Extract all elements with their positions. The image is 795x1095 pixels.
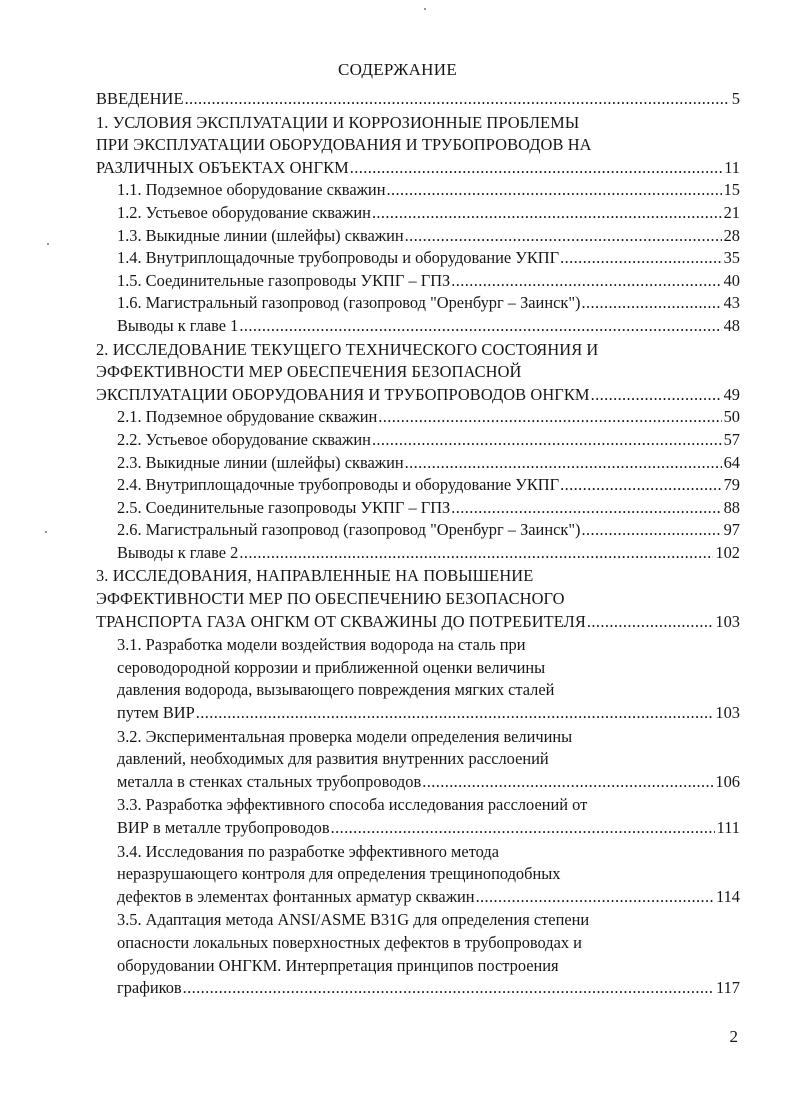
dot-leader <box>405 452 722 475</box>
dot-leader <box>405 225 722 248</box>
toc-entry-title: 1.5. Соединительные газопроводы УКПГ – ГПЗ <box>117 270 451 290</box>
toc-page-number: 48 <box>723 315 740 335</box>
toc-entry-final-line <box>117 817 740 840</box>
toc-page-number: 15 <box>723 180 740 200</box>
toc-entry-final-line <box>117 771 740 794</box>
toc-entry-final-line <box>117 315 740 338</box>
toc-entry-final-line <box>117 292 740 315</box>
toc-entry-title: 2.5. Соединительные газопроводы УКПГ – ГПЗ <box>117 497 451 517</box>
toc-subentry[interactable] <box>117 429 740 452</box>
toc-page-number: 103 <box>715 703 740 723</box>
dot-leader <box>185 88 730 111</box>
toc-subentry[interactable] <box>117 474 740 497</box>
toc-page-number: 21 <box>723 202 740 222</box>
toc-entry-title: ВВЕДЕНИЕ <box>96 89 184 108</box>
toc-subentry[interactable] <box>117 247 740 270</box>
toc-page-number: 117 <box>716 978 740 998</box>
toc-entry-line: оборудовании ОНГКМ. Интерпретация принципов построения <box>117 955 559 975</box>
toc-chapter-entry[interactable] <box>96 565 740 633</box>
toc-subentry[interactable] <box>117 452 740 475</box>
toc-entry-line: 3.3. Разработка эффективного способа исследования расслоений от <box>117 795 588 815</box>
toc-entry-final-line <box>117 179 740 202</box>
toc-entry-line: сероводородной коррозии и приближенной оценки величины <box>117 657 546 677</box>
toc-entry-line: ЭФФЕКТИВНОСТИ МЕР ПО ОБЕСПЕЧЕНИЮ БЕЗОПАСНОГО <box>96 589 565 609</box>
toc-entry-title: 2.2. Устьевое оборудование скважин <box>117 429 371 449</box>
toc-entry-title: 1.6. Магистральный газопровод (газопровод "Оренбург – Заинск") <box>117 293 581 313</box>
toc-page-number: 35 <box>723 248 740 268</box>
toc-entry-line: 3.5. Адаптация метода ANSI/ASME B31G для определения степени <box>117 910 590 930</box>
toc-entry-line: опасности локальных поверхностных дефектов в трубопроводах и <box>117 932 582 952</box>
toc-page-number: 102 <box>715 542 740 562</box>
toc-page-number: 97 <box>723 520 740 540</box>
toc-entry-final-line <box>117 886 740 909</box>
toc-entry-title: 2.4. Внутриплощадочные трубопроводы и оборудование УКПГ <box>117 475 560 495</box>
toc-page-number: 43 <box>723 293 740 313</box>
toc-entry-line: давления водорода, вызывающего повреждения мягких сталей <box>117 680 555 700</box>
dot-leader <box>451 270 721 293</box>
dot-leader <box>451 497 721 520</box>
toc-entry-final-line <box>96 611 740 634</box>
page-number: 2 <box>729 1027 738 1046</box>
toc-chapter-entry[interactable] <box>96 112 740 180</box>
table-of-contents <box>96 88 740 1000</box>
dot-leader <box>372 429 722 452</box>
toc-subentry[interactable] <box>117 542 740 565</box>
toc-entry-final-line <box>117 542 740 565</box>
toc-entry-title: ЭКСПЛУАТАЦИИ ОБОРУДОВАНИЯ И ТРУБОПРОВОДОВ ОНГКМ <box>96 384 590 404</box>
toc-subentry[interactable] <box>117 179 740 202</box>
toc-entry-final-line <box>117 225 740 248</box>
dot-leader <box>350 157 722 180</box>
toc-entry-final-line <box>96 157 740 180</box>
toc-entry-final-line <box>96 88 740 111</box>
toc-entry-title: 1.1. Подземное оборудование скважин <box>117 180 386 200</box>
dot-leader <box>183 977 714 1000</box>
toc-subentry[interactable] <box>117 794 740 839</box>
dot-leader <box>372 202 722 225</box>
toc-entry-title: путем ВИР <box>117 703 195 723</box>
toc-page-number: 114 <box>716 886 740 906</box>
toc-subentry[interactable] <box>117 292 740 315</box>
toc-entry-final-line <box>117 702 740 725</box>
dot-leader <box>386 179 721 202</box>
toc-entry-final-line <box>117 519 740 542</box>
toc-chapter-entry[interactable] <box>96 88 740 111</box>
toc-entry-title: дефектов в элементах фонтанных арматур скважин <box>117 886 475 906</box>
scan-speck <box>424 8 426 10</box>
page-title: СОДЕРЖАНИЕ <box>337 60 458 79</box>
scan-speck <box>45 531 47 533</box>
toc-entry-line: давлений, необходимых для развития внутренних расслоений <box>117 749 549 769</box>
toc-entry-title: графиков <box>117 978 182 998</box>
toc-entry-line: 3.2. Экспериментальная проверка модели определения величины <box>117 726 573 746</box>
toc-entry-final-line <box>117 429 740 452</box>
toc-subentry[interactable] <box>117 270 740 293</box>
toc-entry-title: ТРАНСПОРТА ГАЗА ОНГКМ ОТ СКВАЖИНЫ ДО ПОТРЕБИТЕЛЯ <box>96 611 586 631</box>
toc-chapter-entry[interactable] <box>96 339 740 407</box>
toc-entry-final-line <box>117 270 740 293</box>
dot-leader <box>582 292 722 315</box>
dot-leader <box>196 702 714 725</box>
toc-subentry[interactable] <box>117 202 740 225</box>
toc-entry-title: Выводы к главе 2 <box>117 542 239 562</box>
toc-subentry[interactable] <box>117 841 740 909</box>
toc-page-number: 5 <box>731 89 740 108</box>
toc-page-number: 64 <box>723 452 740 472</box>
toc-entry-title: 2.1. Подземное обрудование скважин <box>117 407 378 427</box>
toc-subentry[interactable] <box>117 519 740 542</box>
toc-entry-line: ПРИ ЭКСПЛУАТАЦИИ ОБОРУДОВАНИЯ И ТРУБОПРОВОДОВ НА <box>96 135 592 155</box>
toc-entry-final-line <box>117 247 740 270</box>
toc-entry-line: 2. ИССЛЕДОВАНИЕ ТЕКУЩЕГО ТЕХНИЧЕСКОГО СОСТОЯНИЯ И <box>96 339 599 359</box>
toc-entry-title: 1.4. Внутриплощадочные трубопроводы и оборудование УКПГ <box>117 248 560 268</box>
scan-speck <box>47 243 49 245</box>
dot-leader <box>591 384 722 407</box>
toc-page-number: 106 <box>715 771 740 791</box>
dot-leader <box>560 474 721 497</box>
toc-subentry[interactable] <box>117 225 740 248</box>
toc-page-number: 28 <box>723 225 740 245</box>
toc-subentry[interactable] <box>117 406 740 429</box>
toc-subentry[interactable] <box>117 315 740 338</box>
toc-entry-title: Выводы к главе 1 <box>117 315 239 335</box>
toc-entry-line: 1. УСЛОВИЯ ЭКСПЛУАТАЦИИ И КОРРОЗИОННЫЕ ПРОБЛЕМЫ <box>96 112 580 132</box>
toc-entry-final-line <box>117 497 740 520</box>
dot-leader <box>239 542 713 565</box>
toc-entry-title: 1.3. Выкидные линии (шлейфы) скважин <box>117 225 404 245</box>
toc-entry-title: ВИР в металле трубопроводов <box>117 818 330 837</box>
toc-entry-title: 2.6. Магистральный газопровод (газопровод "Оренбург – Заинск") <box>117 520 581 540</box>
toc-entry-final-line <box>117 977 740 1000</box>
toc-entry-title: РАЗЛИЧНЫХ ОБЪЕКТАХ ОНГКМ <box>96 157 349 177</box>
toc-entry-line: 3.4. Исследования по разработке эффективного метода <box>117 841 499 861</box>
toc-entry-title: металла в стенках стальных трубопроводов <box>117 771 422 791</box>
dot-leader <box>422 771 713 794</box>
toc-page-number: 88 <box>723 497 740 517</box>
dot-leader <box>239 315 721 338</box>
dot-leader <box>560 247 721 270</box>
toc-page-number: 79 <box>723 475 740 495</box>
toc-page-number: 11 <box>724 157 740 177</box>
toc-subentry[interactable] <box>117 497 740 520</box>
toc-entry-line: 3. ИССЛЕДОВАНИЯ, НАПРАВЛЕННЫЕ НА ПОВЫШЕНИЕ <box>96 566 534 586</box>
dot-leader <box>378 406 721 429</box>
toc-page-number: 40 <box>723 270 740 290</box>
toc-page-number: 50 <box>723 407 740 427</box>
toc-entry-title: 1.2. Устьевое оборудование скважин <box>117 202 371 222</box>
toc-subentry[interactable] <box>117 634 740 724</box>
toc-subentry[interactable] <box>117 726 740 794</box>
toc-entry-final-line <box>96 384 740 407</box>
toc-entry-line: неразрушающего контроля для определения трещиноподобных <box>117 864 561 884</box>
toc-subentry[interactable] <box>117 909 740 999</box>
toc-entry-final-line <box>117 452 740 475</box>
toc-entry-line: ЭФФЕКТИВНОСТИ МЕР ОБЕСПЕЧЕНИЯ БЕЗОПАСНОЙ <box>96 362 522 382</box>
toc-page-number: 49 <box>723 384 740 404</box>
dot-leader <box>587 611 714 634</box>
toc-page-number: 57 <box>723 429 740 449</box>
dot-leader <box>582 519 722 542</box>
toc-entry-title: 2.3. Выкидные линии (шлейфы) скважин <box>117 452 404 472</box>
toc-entry-final-line <box>117 406 740 429</box>
toc-entry-line: 3.1. Разработка модели воздействия водорода на сталь при <box>117 635 526 655</box>
dot-leader <box>331 817 715 840</box>
dot-leader <box>476 886 714 909</box>
toc-page-number: 111 <box>716 818 740 837</box>
toc-entry-final-line <box>117 474 740 497</box>
toc-page-number: 103 <box>715 611 740 631</box>
toc-entry-final-line <box>117 202 740 225</box>
